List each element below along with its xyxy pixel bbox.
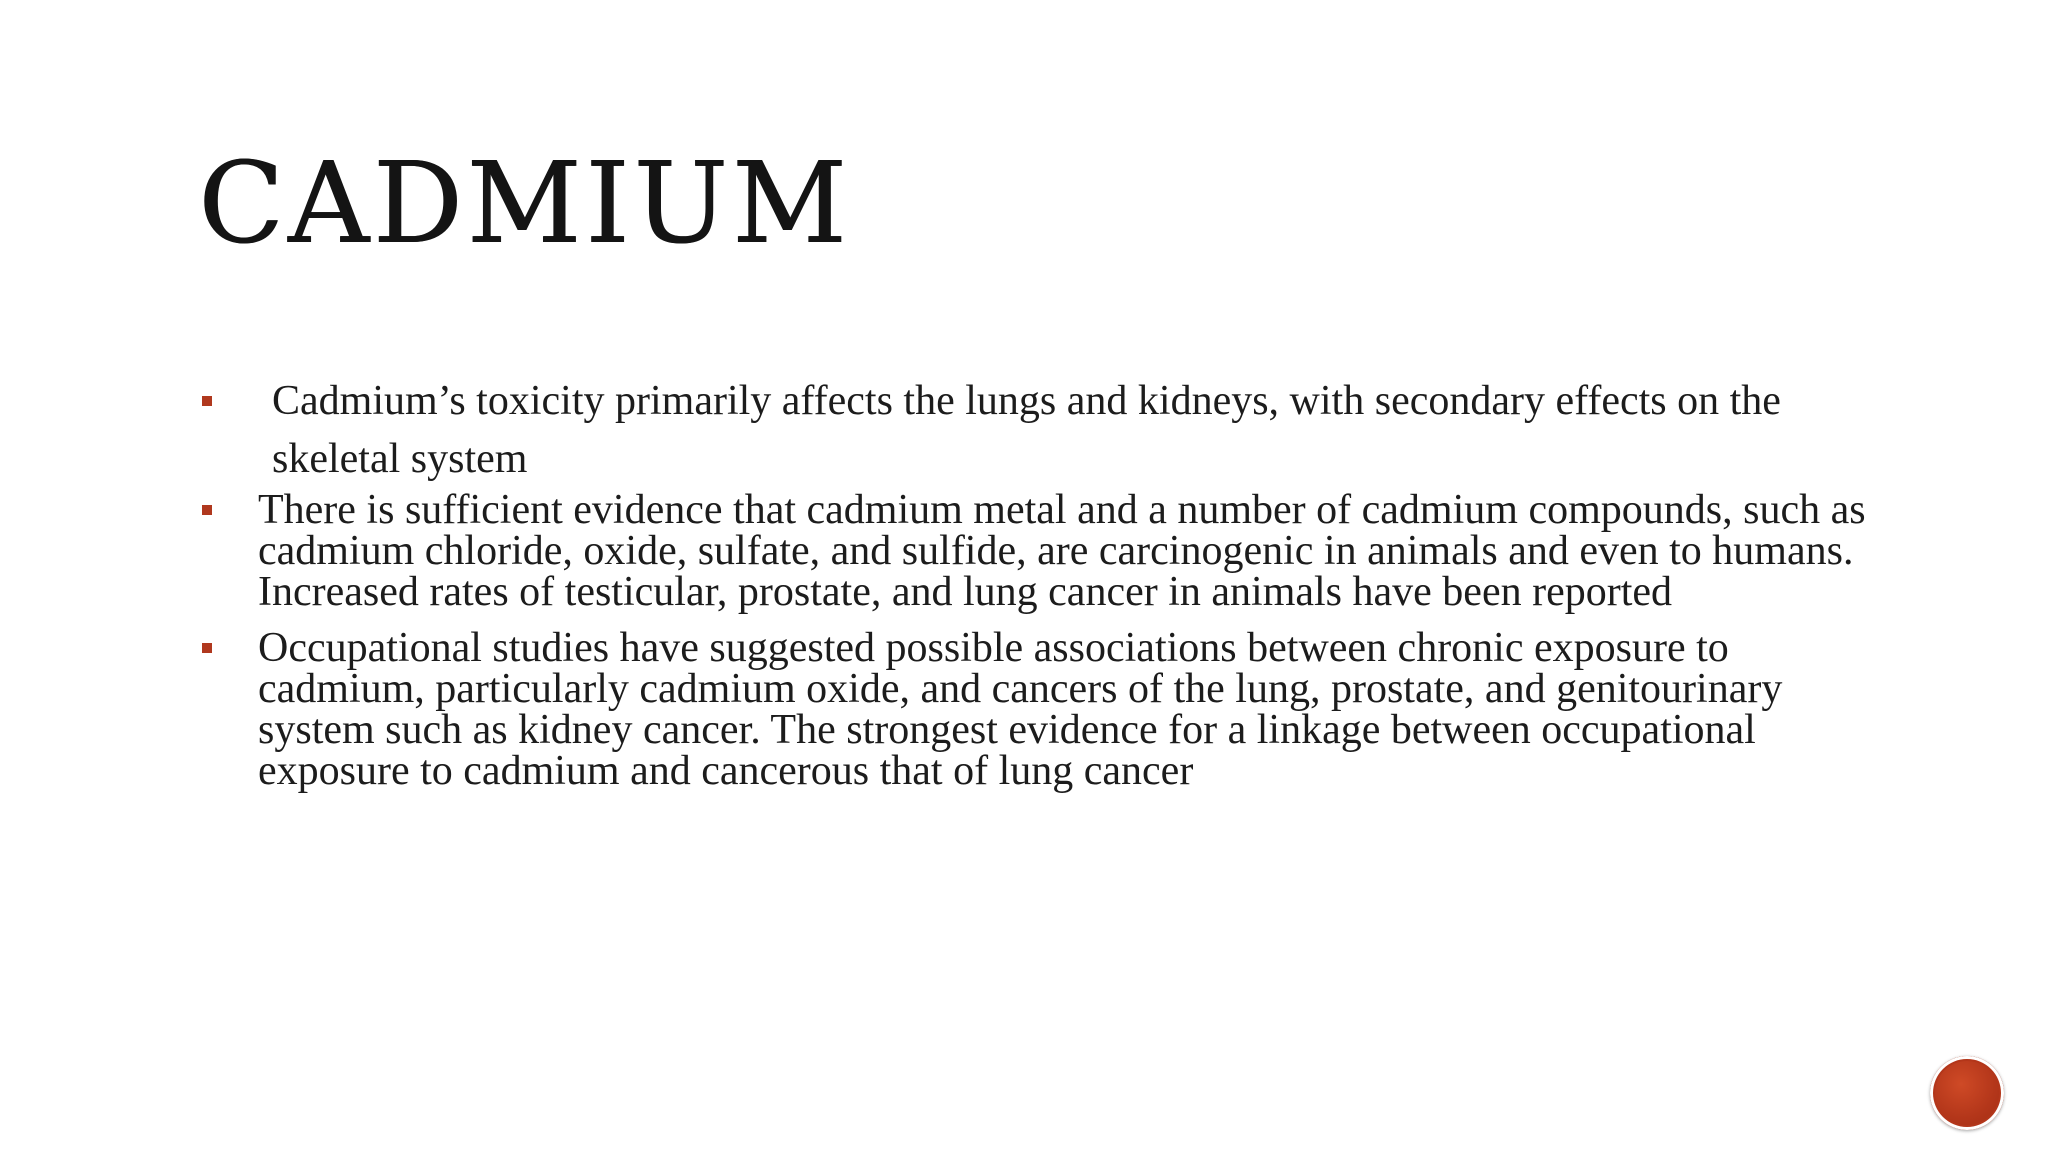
- bullet-text: There is sufficient evidence that cadmium metal and a number of cadmium compounds, such as cadmium chloride, oxide, sulfate, and sulfide, are carcinogenic in animals and even to humans. Increased rates of testicular, prostate, and lung cancer in animals have been reported: [258, 487, 1866, 615]
- square-bullet-icon: [202, 505, 212, 515]
- circle-nav-button[interactable]: [1930, 1056, 2004, 1130]
- bullet-list: [200, 372, 1880, 792]
- bullet-text: Occupational studies have suggested possible associations between chronic exposure to cadmium, particularly cadmium oxide, and cancers of the lung, prostate, and genitourinary system such as kidney cancer. The strongest evidence for a linkage between occupational exposure to cadmium and cancerous that of lung cancer: [258, 625, 1783, 794]
- square-bullet-icon: [202, 643, 212, 653]
- bullet-text: Cadmium’s toxicity primarily affects the lungs and kidneys, with secondary effects on the skeletal system: [272, 378, 1781, 482]
- square-bullet-icon: [202, 396, 212, 406]
- bullet-item: [200, 487, 1880, 615]
- slide-title: CADMIUM: [198, 139, 851, 269]
- bullet-item: [200, 372, 1880, 488]
- bullet-item: [200, 625, 1880, 794]
